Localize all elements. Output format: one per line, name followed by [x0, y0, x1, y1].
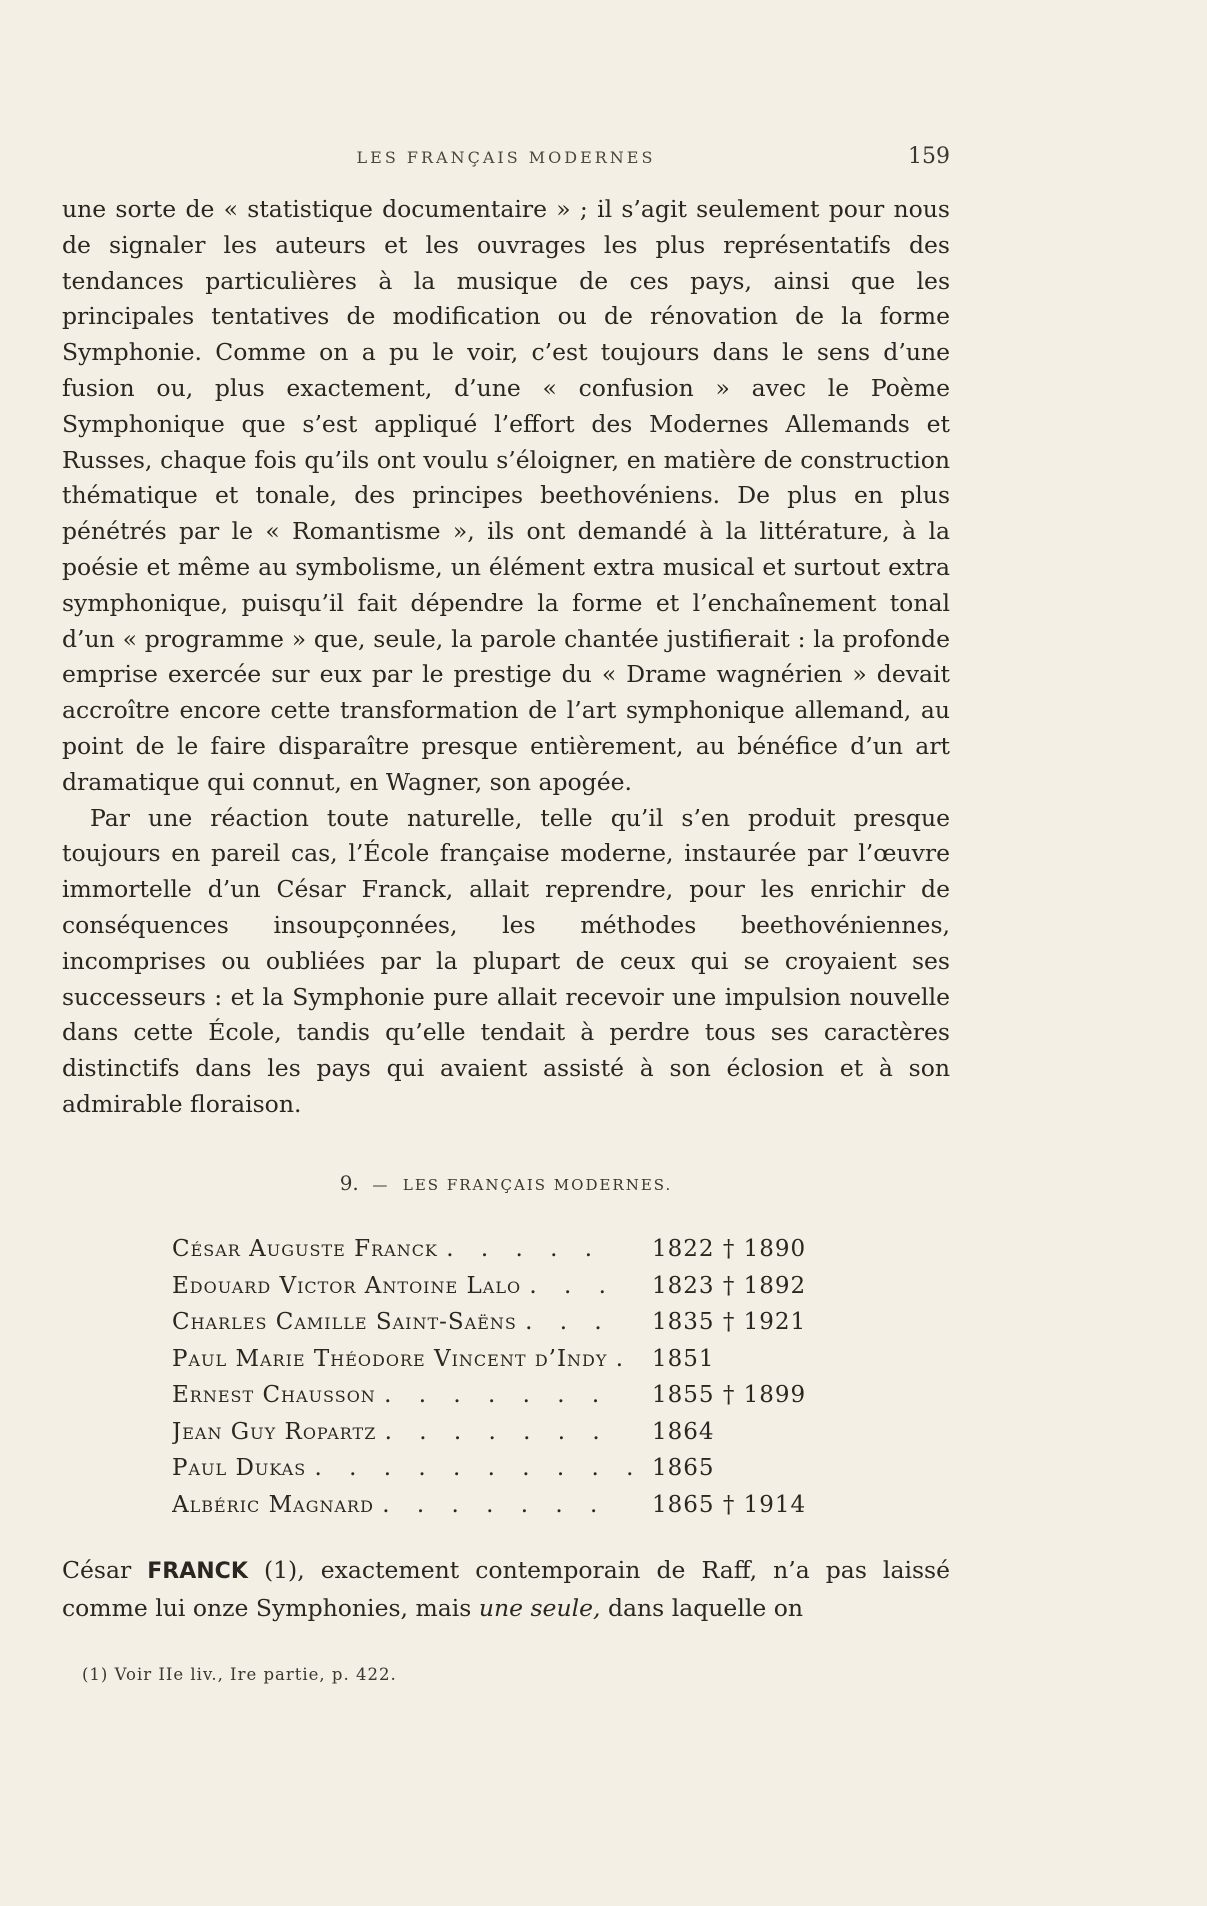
- composer-row: [172, 1492, 852, 1529]
- intro-name-first: César: [62, 1556, 132, 1584]
- composer-name: Jean Guy Ropartz: [172, 1418, 377, 1445]
- intro-paragraph: [62, 1552, 950, 1626]
- composer-name: Charles Camille Saint-Saëns: [172, 1309, 517, 1335]
- composer-name: Paul Marie Théodore Vincent d’Indy: [172, 1345, 608, 1372]
- leader-dots: . . . . . . .: [384, 1382, 610, 1408]
- composer-row: [172, 1382, 852, 1419]
- paragraph-1: une sorte de « statistique documentaire » ; il s’agit seulement pour nous de signaler les auteurs et les ouvrages les plus représentatifs des tendances particulières à la musique de ces pays, ainsi que les principales tentatives de modification ou de rénovation de la forme Symphonie. Comme on a pu le voir, c’est toujours dans le sens d’une fusion ou, plus exactement, d’une « confusion » avec le Poème Symphonique que s’est appliqué l’effort des Modernes Allemands et Russes, chaque fois qu’ils ont voulu s’éloigner, en matière de construction thématique et tonale, des principes beethovéniens. De plus en plus pénétrés par le « Romantisme », ils ont demandé à la littérature, à la poésie et même au symbolisme, un élément extra musical et surtout extra symphonique, puisqu’il fait dépendre la forme et l’enchaînement tonal d’un « programme » que, seule, la parole chantée justifierait : la profonde emprise exercée sur eux par le prestige du « Drame wagnérien » devait accroître encore cette transformation de l’art symphonique allemand, au point de le faire disparaître presque entièrement, au bénéfice d’un art dramatique qui connut, en Wagner, son apogée.: [62, 195, 950, 796]
- composer-row: [172, 1309, 852, 1346]
- footnote-reference[interactable]: (1): [263, 1556, 298, 1584]
- composer-name: Ernest Chausson: [172, 1382, 376, 1408]
- composer-row: [172, 1455, 852, 1492]
- composer-row: [172, 1236, 852, 1273]
- intro-text-a: , exactement contemporain de Raff, n’a pas laissé comme lui onze Symphonies, mais: [62, 1556, 950, 1622]
- composer-row: [172, 1346, 852, 1383]
- composer-name: Edouard Victor Antoine Lalo: [172, 1272, 522, 1299]
- running-title: LES FRANÇAIS MODERNES: [356, 148, 656, 167]
- section-title: LES FRANÇAIS MODERNES.: [402, 1176, 673, 1194]
- leader-dots: . . . . .: [446, 1236, 603, 1262]
- composer-name: Albéric Magnard: [172, 1491, 374, 1518]
- leader-dots: . . . . . . .: [384, 1418, 610, 1445]
- running-head: [62, 144, 950, 174]
- intro-name-last: FRANCK: [147, 1559, 248, 1584]
- intro-emphasis: une seule,: [478, 1594, 601, 1622]
- footnote: (1) Voir IIe liv., Ire partie, p. 422.: [82, 1665, 397, 1684]
- composer-dates: 1835 † 1921: [652, 1309, 807, 1335]
- section-dash: —: [372, 1176, 390, 1194]
- composer-list: [172, 1236, 852, 1528]
- composer-dates: 1851: [652, 1345, 715, 1372]
- composer-name: Paul Dukas: [172, 1455, 307, 1481]
- page-number: 159: [908, 144, 950, 169]
- leader-dots: . . .: [529, 1272, 616, 1299]
- composer-dates: 1865 † 1914: [652, 1491, 807, 1518]
- section-heading: [62, 1171, 950, 1195]
- composer-row: [172, 1273, 852, 1310]
- composer-name: César Auguste Franck: [172, 1236, 438, 1262]
- composer-row: [172, 1419, 852, 1456]
- intro-text-b: dans laquelle on: [607, 1594, 804, 1622]
- leader-dots: .: [615, 1345, 634, 1372]
- composer-dates: 1865: [652, 1455, 715, 1481]
- leader-dots: . . . . . . .: [382, 1491, 608, 1518]
- section-number: 9.: [339, 1171, 359, 1195]
- leader-dots: . . .: [525, 1309, 612, 1335]
- composer-dates: 1864: [652, 1418, 715, 1445]
- composer-dates: 1855 † 1899: [652, 1382, 807, 1408]
- leader-dots: . . . . . . . . . .: [314, 1455, 644, 1481]
- paragraph-2: Par une réaction toute naturelle, telle qu’il s’en produit presque toujours en pareil cas, l’École française moderne, instaurée par l’œuvre immortelle d’un César Franck, allait reprendre, pour les enrichir de conséquences insoupçonnées, les méthodes beethovéniennes, incomprises ou oubliées par la plupart de ceux qui se croyaient ses successeurs : et la Symphonie pure allait recevoir une impulsion nouvelle dans cette École, tandis qu’elle tendait à perdre tous ses caractères distinctifs dans les pays qui avaient assisté à son éclosion et à son admirable floraison.: [62, 803, 950, 1118]
- composer-dates: 1822 † 1890: [652, 1236, 807, 1262]
- body-text: [62, 192, 950, 1123]
- composer-dates: 1823 † 1892: [652, 1272, 807, 1299]
